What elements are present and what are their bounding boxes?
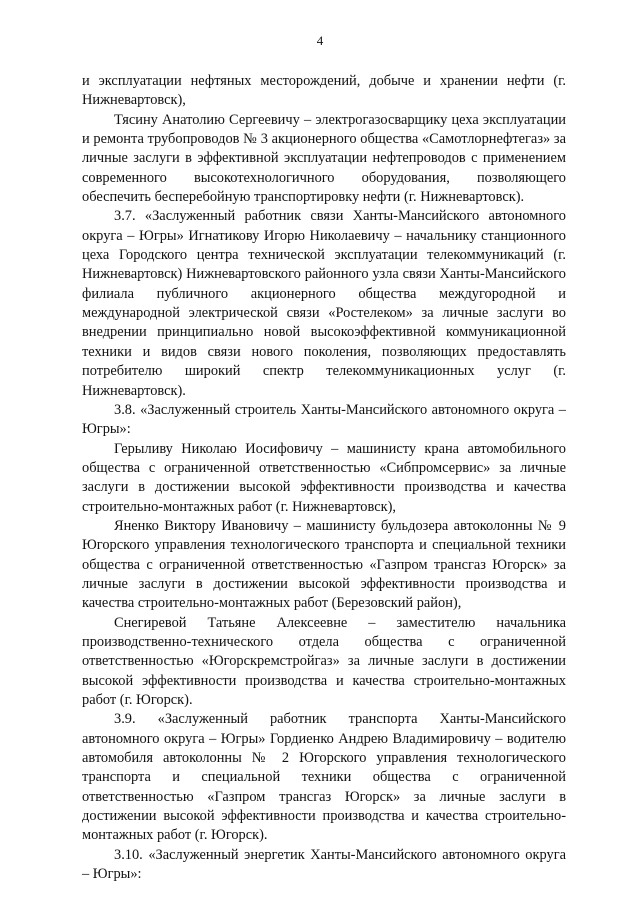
- paragraph: 3.7. «Заслуженный работник связи Ханты-Мансийского автономного округа – Югры» Игнатикову Игорю Николаевичу – начальнику станционного цеха Городского центра технической эксплуатации телекоммуникаций (г. Нижневартовск) Нижневартовского районного узла связи Ханты-Мансийского филиала публичного акционерного общества междугородной и международной электрической связи «Ростелеком» за личные заслуги во внедрении принципиально новой высокоэффективной коммуникационной техники и видов связи нового поколения, позволяющих предоставлять потребителю широкий спектр телекоммуникационных услуг (г. Нижневартовск).: [82, 208, 566, 399]
- paragraph: Снегиревой Татьяне Алексеевне – заместителю начальника производственно-технического отдела общества с ограниченной ответственностью «Югорскремстройгаз» за личные заслуги в достижении высокой эффективности производства и качества строительно-монтажных работ (г. Югорск).: [82, 614, 566, 708]
- paragraph: 3.10. «Заслуженный энергетик Ханты-Мансийского автономного округа – Югры»:: [82, 846, 566, 883]
- paragraph: Тясину Анатолию Сергеевичу – электрогазосварщику цеха эксплуатации и ремонта трубопроводов № 3 акционерного общества «Самотлорнефтегаз» за личные заслуги в эффективной эксплуатации нефтепроводов с применением современного высокотехнологичного оборудования, позволяющего обеспечить бесперебойную транспортировку нефти (г. Нижневартовск).: [82, 111, 566, 206]
- paragraph: 3.9. «Заслуженный работник транспорта Ханты-Мансийского автономного округа – Югры» Гордиенко Андрею Владимировичу – водителю автомобиля автоколонны № 2 Югорского управления технологического транспорта и специальной техники общества с ограниченной ответственностью «Газпром трансгаз Югорск» за личные заслуги в достижении высокой эффективности производства и качества строительно-монтажных работ (г. Югорск).: [82, 711, 566, 844]
- page-number: 4: [316, 33, 324, 48]
- paragraph: Яненко Виктору Ивановичу – машинисту бульдозера автоколонны № 9 Югорского управления технологического транспорта и специальной техники общества с ограниченной ответственностью «Газпром трансгаз Югорск» за личные заслуги в достижении высокой эффективности производства и качества строительно-монтажных работ (Березовский район),: [82, 517, 566, 612]
- paragraph: и эксплуатации нефтяных месторождений, добыче и хранении нефти (г. Нижневартовск),: [82, 73, 566, 109]
- paragraph: 3.8. «Заслуженный строитель Ханты-Мансийского автономного округа – Югры»:: [82, 401, 566, 438]
- paragraph: Герыливу Николаю Иосифовичу – машинисту крана автомобильного общества с ограниченной ответственностью «Сибпромсервис» за личные заслуги в достижении высокой эффективности производства и качества строительно-монтажных работ (г. Нижневартовск),: [82, 440, 566, 515]
- document-body: [82, 72, 566, 884]
